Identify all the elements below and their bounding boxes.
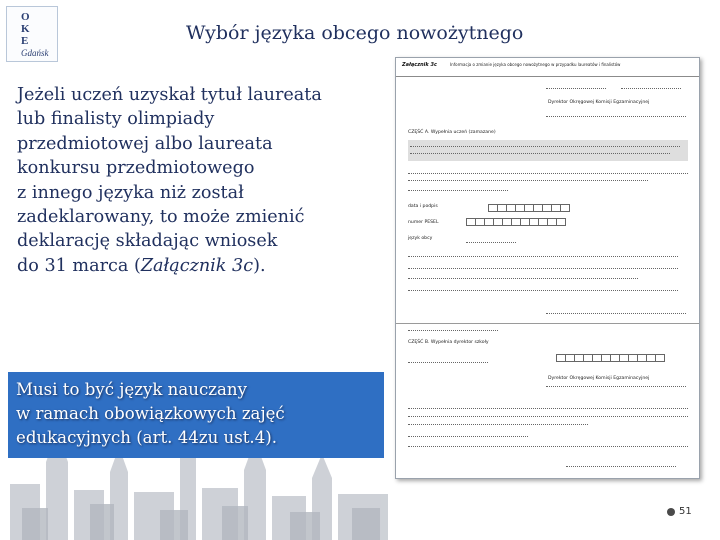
form-signature-line	[566, 466, 676, 467]
form-text-line	[408, 173, 688, 174]
form-text-line	[408, 424, 588, 425]
form-text-line	[408, 436, 528, 437]
logo-letter-e: E	[21, 35, 29, 47]
form-instruction-band	[408, 140, 688, 161]
form-thumbnail	[395, 57, 700, 479]
form-dotted-line	[546, 88, 606, 89]
page-number	[667, 506, 692, 517]
form-signature-line	[546, 313, 686, 314]
logo-letter-k: K	[21, 23, 30, 35]
slide-title: Wybór języka obcego nowożytnego	[186, 22, 524, 44]
form-text-line	[408, 408, 688, 409]
form-text-line	[408, 256, 678, 257]
form-footnote	[408, 330, 498, 331]
form-separator	[396, 323, 699, 324]
form-part-b-label: CZĘŚĆ B. Wypełnia dyrektor szkoły	[408, 340, 489, 345]
form-text-line	[408, 190, 508, 191]
main-text-line	[17, 254, 387, 278]
form-code-boxes	[556, 354, 664, 362]
main-text-line: lub finalisty olimpiady	[17, 109, 215, 130]
main-text-part: ).	[253, 255, 266, 276]
form-dotted-line	[466, 242, 516, 243]
form-header	[396, 58, 699, 77]
form-text-line	[408, 290, 678, 291]
logo-city: Gdańsk	[21, 48, 49, 58]
main-paragraph	[17, 83, 387, 278]
main-text-line: przedmiotowej albo laureata	[17, 133, 273, 154]
highlight-line: w ramach obowiązkowych zajęć	[16, 404, 285, 423]
highlight-line: Musi to być język nauczany	[16, 380, 247, 399]
form-pesel-boxes	[466, 218, 565, 226]
main-text-line: Jeżeli uczeń uzyskał tytuł laureata	[17, 85, 322, 105]
form-letter-boxes	[488, 204, 569, 212]
form-text-line	[408, 268, 678, 269]
attachment-ref: Załącznik 3c	[140, 255, 254, 276]
form-dotted-line	[546, 116, 686, 117]
form-tag: Załącznik 3c	[402, 62, 437, 68]
main-text-line: deklarację składając wniosek	[17, 231, 278, 252]
form-band-text	[410, 153, 670, 154]
form-lang-label: język obcy	[408, 236, 433, 241]
form-odbiorca-short: Dyrektor Okręgowej Komisji Egzaminacyjnej	[548, 100, 650, 105]
main-text-line: z innego języka niż został	[17, 182, 244, 203]
main-text-part: do 31 marca (	[17, 255, 141, 276]
form-dotted-line	[408, 362, 488, 363]
form-pesel-label: numer PESEL	[408, 220, 439, 225]
main-text-line: zadeklarowany, to może zmienić	[17, 207, 305, 228]
form-date-label: data i podpis	[408, 204, 438, 209]
highlight-line: edukacyjnych (art. 44zu ust.4).	[16, 428, 277, 447]
form-text-line	[408, 278, 638, 279]
page-number-value: 51	[679, 506, 692, 517]
form-part-a-label: CZĘŚĆ A. Wypełnia uczeń (zamazane)	[408, 130, 496, 135]
main-text-line: konkursu przedmiotowego	[17, 158, 255, 179]
form-text-line	[408, 416, 688, 417]
form-header-text: Informacja o zmianie języka obcego nowożytnego w przypadku laureatów i finalistów	[450, 62, 621, 67]
form-dotted-line	[621, 88, 681, 89]
logo-letter-o: O	[21, 11, 30, 23]
form-dotted-line	[546, 386, 686, 387]
bullet-icon	[667, 508, 675, 516]
highlight-box	[8, 372, 384, 458]
oke-logo	[6, 6, 58, 62]
form-odbiorca: Dyrektor Okręgowej Komisji Egzaminacyjnej	[548, 376, 650, 381]
form-text-line	[408, 180, 648, 181]
form-text-line	[408, 446, 688, 447]
form-band-text	[410, 146, 680, 147]
